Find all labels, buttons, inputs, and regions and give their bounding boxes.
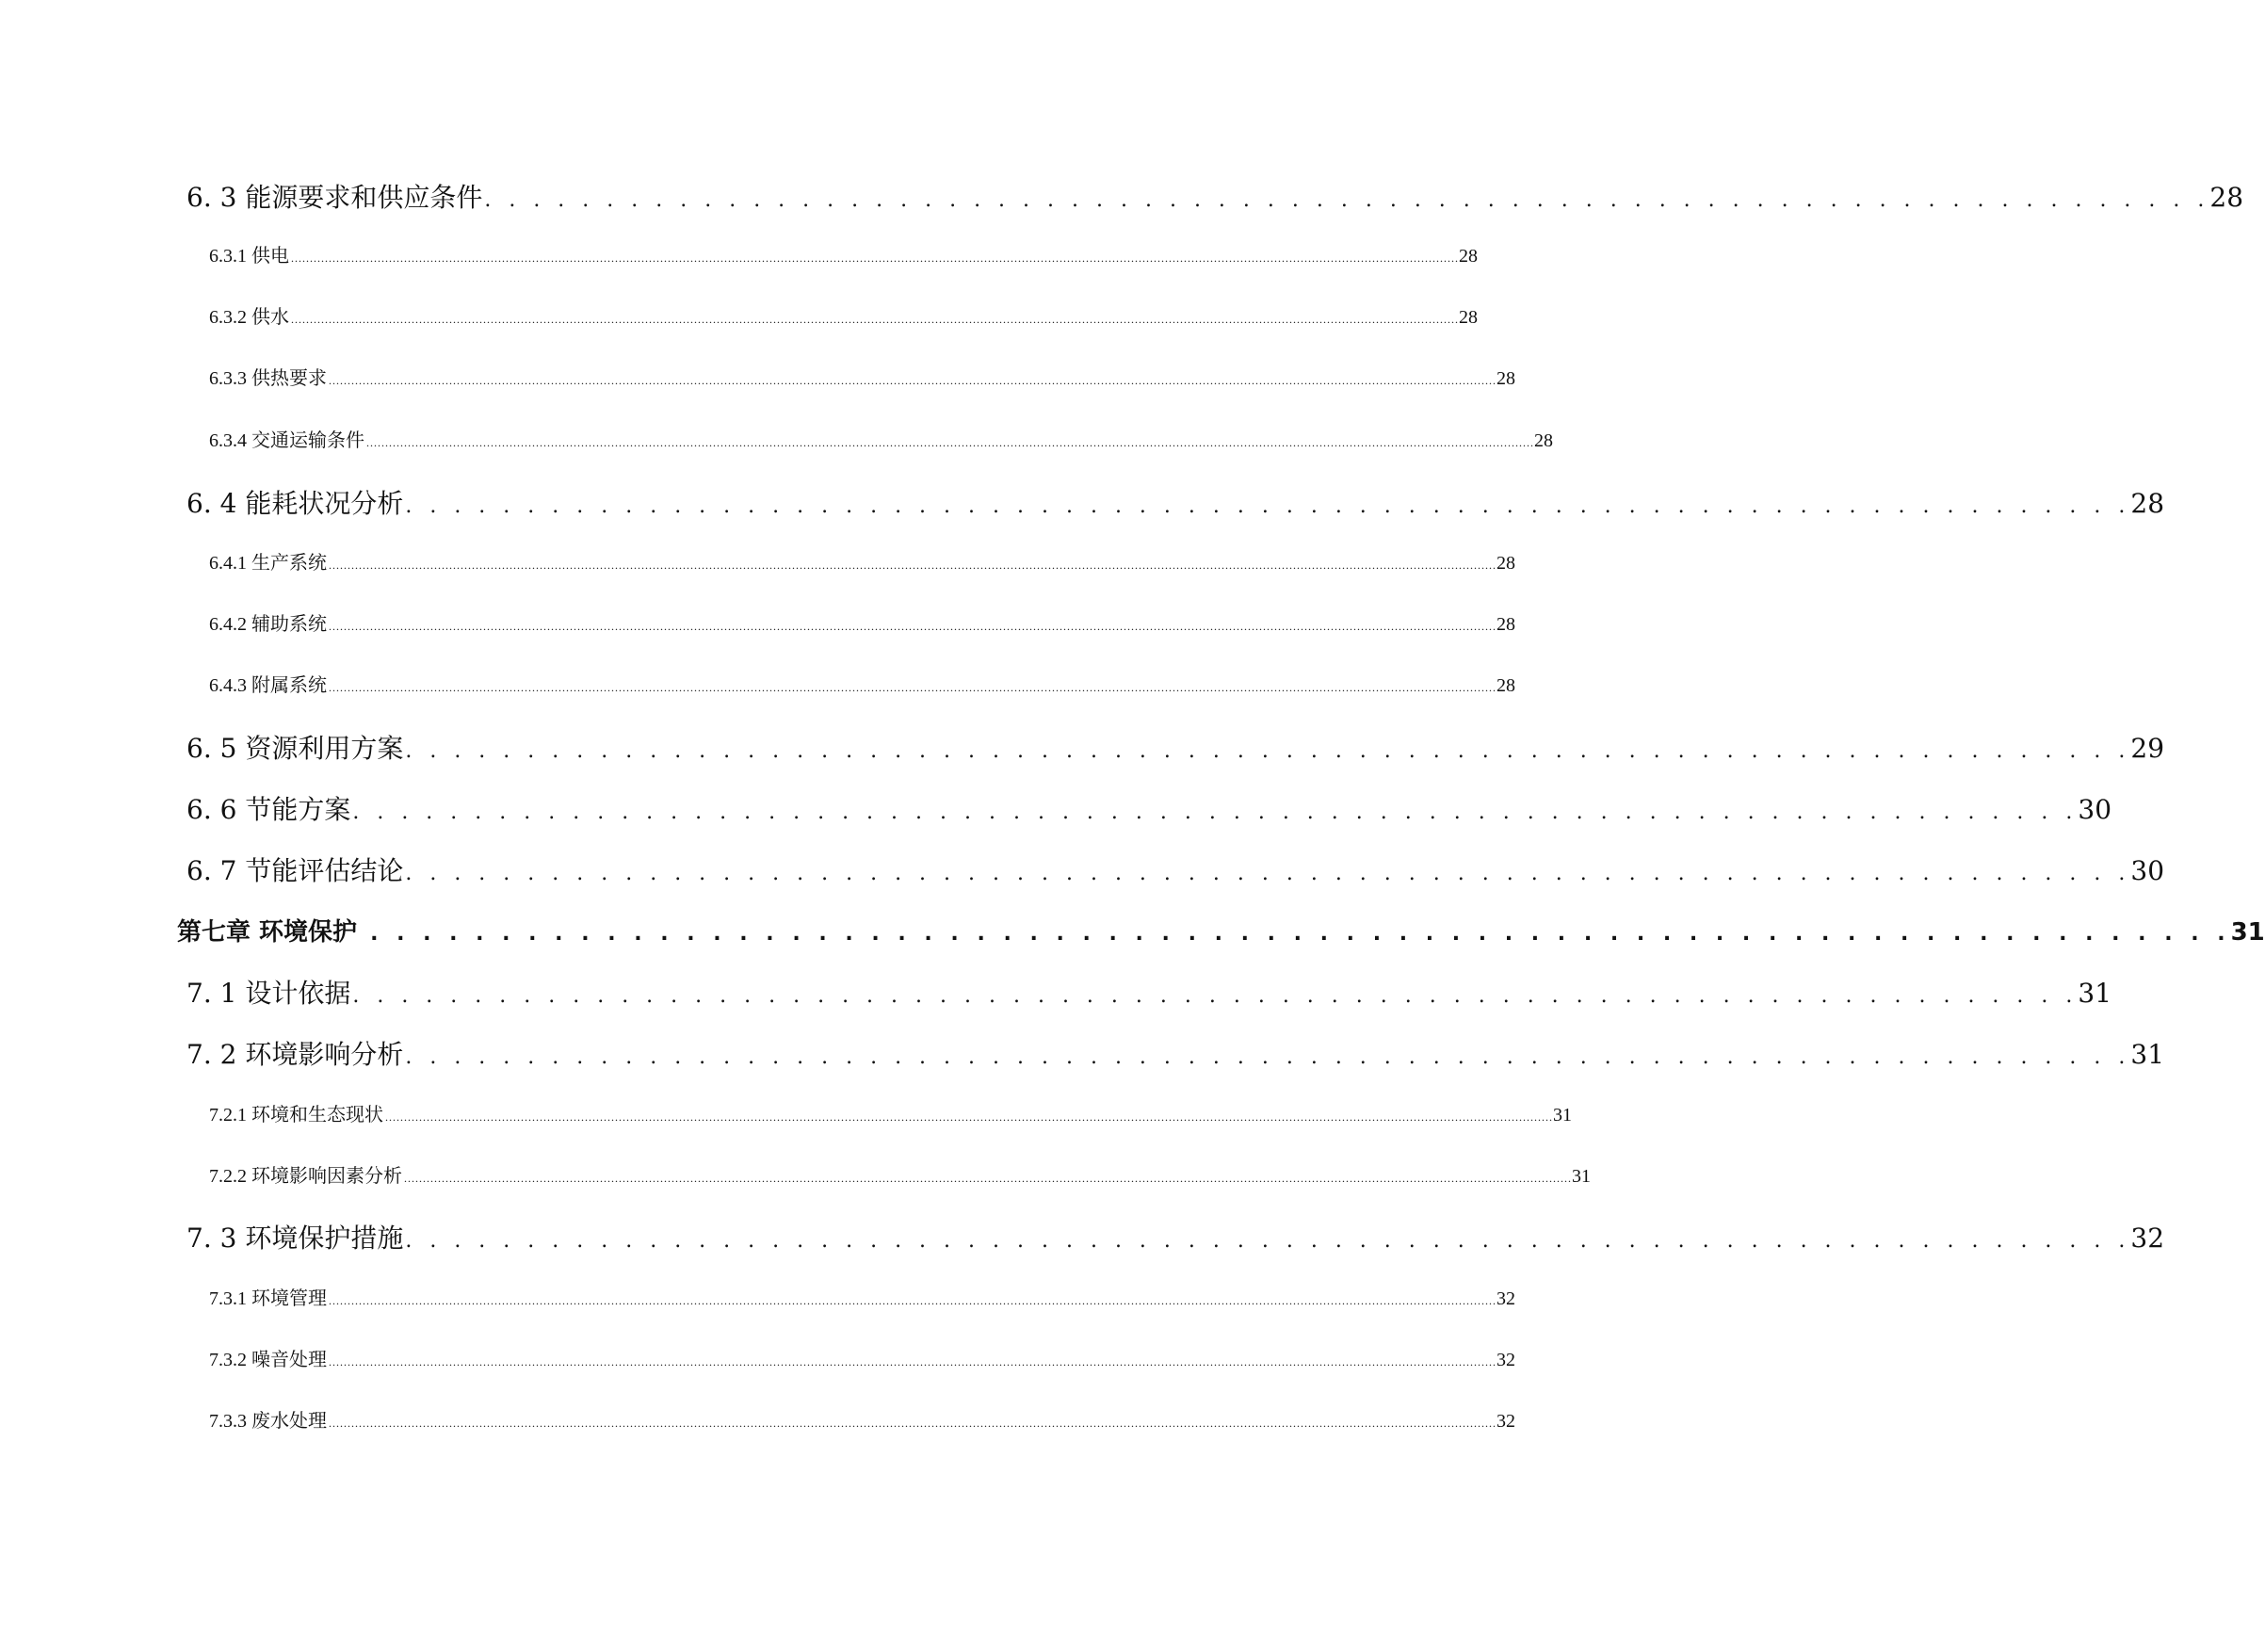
toc-leader: ...................................................................................................................................................................................................................................................................................................................... xyxy=(329,681,1497,694)
toc-page-number: 32 xyxy=(2130,1223,2165,1254)
toc-entry-title: 6. 3 能源要求和供应条件 xyxy=(186,182,483,213)
toc-leader: . . . . . . . . . . . . . . . . . . . . . . . . . . . . . . . . . . . . . . . . . . . . . . . . . . . . . . . . . . . . . . . . . . . . . . . xyxy=(405,494,2131,518)
toc-entry-title: 7.2.2 环境影响因素分析 xyxy=(209,1166,402,1187)
toc-entry-title: 7. 3 环境保护措施 xyxy=(186,1223,404,1254)
toc-leader: ...................................................................................................................................................................................................................................................................................................................... xyxy=(385,1110,1553,1124)
toc-entry-title: 6.4.2 辅助系统 xyxy=(209,614,327,635)
toc-page-number: 28 xyxy=(2130,488,2165,519)
toc-entry[interactable] xyxy=(186,487,2165,521)
toc-entry[interactable] xyxy=(209,550,1515,576)
toc-leader: ...................................................................................................................................................................................................................................................................................................................... xyxy=(329,1417,1497,1430)
toc-page-number: 31 xyxy=(1553,1105,1572,1126)
toc-entry[interactable] xyxy=(186,793,2112,827)
toc-entry[interactable] xyxy=(209,611,1515,638)
toc-leader: . . . . . . . . . . . . . . . . . . . . . . . . . . . . . . . . . . . . . . . . . . . . . . . . . . . . . . . . . . . . . . . . . . . . . . . xyxy=(352,801,2079,824)
toc-entry[interactable] xyxy=(209,365,1515,392)
toc-entry[interactable] xyxy=(209,672,1515,699)
toc-entry[interactable] xyxy=(186,732,2165,766)
toc-page-number: 28 xyxy=(1497,368,1515,389)
toc-leader: . . . . . . . . . . . . . . . . . . . . . . . . . . . . . . . . . . . . . . . . . . . . . . . . . . . . . . . . . . . . . . . . . . . . . . . xyxy=(484,188,2210,212)
toc-leader: . . . . . . . . . . . . . . . . . . . . . . . . . . . . . . . . . . . . . . . . . . . . . . . . . . . . . . . . . . . . . . . . . . . . . . . xyxy=(352,984,2079,1008)
toc-entry-title: 6. 6 节能方案 xyxy=(186,794,351,825)
toc-leader: . . . . . . . . . . . . . . . . . . . . . . . . . . . . . . . . . . . . . . . . . . . . . . . . . . . . . . . . . . . . . . . . . . . . . . . xyxy=(405,739,2131,763)
toc-page-number: 28 xyxy=(1497,553,1515,574)
toc-page-number: 30 xyxy=(2078,794,2112,825)
toc-leader: ...................................................................................................................................................................................................................................................................................................................... xyxy=(329,559,1497,572)
toc-chapter-title: 第七章 环境保护 xyxy=(177,918,358,947)
toc-entry-title: 6.4.1 生产系统 xyxy=(209,553,327,574)
toc-entry[interactable] xyxy=(209,1163,1591,1190)
toc-entry-title: 6. 4 能耗状况分析 xyxy=(186,488,404,519)
toc-page-number: 28 xyxy=(1459,307,1478,328)
toc-entry-title: 6.4.3 附属系统 xyxy=(209,675,327,696)
toc-page-number: 28 xyxy=(1497,614,1515,635)
toc-entry-title: 6. 7 节能评估结论 xyxy=(186,855,404,886)
toc-entry[interactable] xyxy=(209,1347,1515,1373)
toc-page-number: 28 xyxy=(2209,182,2244,213)
toc-entry-title: 6.3.3 供热要求 xyxy=(209,368,327,389)
toc-page-number: 32 xyxy=(1497,1288,1515,1309)
toc-leader: . . . . . . . . . . . . . . . . . . . . . . . . . . . . . . . . . . . . . . . . . . . . . . . . . . . . . . . . . . . . . . . . . . . . . . . xyxy=(370,922,2231,946)
toc-entry[interactable] xyxy=(209,1286,1515,1312)
toc-entry[interactable] xyxy=(186,1222,2165,1255)
toc-entry[interactable] xyxy=(209,428,1553,454)
toc-page-number: 32 xyxy=(1497,1411,1515,1432)
toc-entry[interactable] xyxy=(209,1102,1572,1128)
toc-leader: ...................................................................................................................................................................................................................................................................................................................... xyxy=(329,1355,1497,1369)
toc-page-number: 28 xyxy=(1459,246,1478,267)
toc-leader: . . . . . . . . . . . . . . . . . . . . . . . . . . . . . . . . . . . . . . . . . . . . . . . . . . . . . . . . . . . . . . . . . . . . . . . xyxy=(405,862,2131,885)
toc-leader: ...................................................................................................................................................................................................................................................................................................................... xyxy=(291,313,1459,326)
toc-page-number: 31 xyxy=(2078,978,2112,1009)
toc-leader: ...................................................................................................................................................................................................................................................................................................................... xyxy=(329,374,1497,387)
toc-entry[interactable] xyxy=(186,854,2165,888)
toc-entry[interactable] xyxy=(186,1038,2165,1072)
toc-leader: . . . . . . . . . . . . . . . . . . . . . . . . . . . . . . . . . . . . . . . . . . . . . . . . . . . . . . . . . . . . . . . . . . . . . . . xyxy=(405,1229,2131,1253)
toc-entry[interactable] xyxy=(186,181,2244,215)
toc-page-number: 28 xyxy=(1534,430,1553,451)
toc-entry[interactable] xyxy=(209,1408,1515,1434)
toc-leader: ...................................................................................................................................................................................................................................................................................................................... xyxy=(404,1172,1572,1185)
toc-chapter-entry[interactable] xyxy=(177,915,2265,949)
toc-entry-title: 7. 1 设计依据 xyxy=(186,978,351,1009)
toc-leader: ...................................................................................................................................................................................................................................................................................................................... xyxy=(291,251,1459,265)
toc-entry-title: 6.3.4 交通运输条件 xyxy=(209,430,364,451)
toc-leader: ...................................................................................................................................................................................................................................................................................................................... xyxy=(329,620,1497,633)
toc-entry-title: 6.3.1 供电 xyxy=(209,246,289,267)
toc-entry-title: 7.3.1 环境管理 xyxy=(209,1288,327,1309)
toc-entry-title: 7.3.2 噪音处理 xyxy=(209,1350,327,1370)
toc-page-number: 32 xyxy=(1497,1350,1515,1370)
toc-entry[interactable] xyxy=(209,243,1478,269)
toc-entry-title: 7. 2 环境影响分析 xyxy=(186,1039,404,1070)
toc-entry[interactable] xyxy=(186,977,2112,1011)
toc-page-number: 31 xyxy=(2130,1039,2165,1070)
toc-page-number: 31 xyxy=(2230,918,2265,947)
toc-entry-title: 7.3.3 废水处理 xyxy=(209,1411,327,1432)
toc-entry-title: 6. 5 资源利用方案 xyxy=(186,733,404,764)
toc-page-number: 31 xyxy=(1572,1166,1591,1187)
toc-entry-title: 7.2.1 环境和生态现状 xyxy=(209,1105,383,1126)
toc-entry[interactable] xyxy=(209,304,1478,331)
toc-page-number: 29 xyxy=(2130,733,2165,764)
toc-leader: ...................................................................................................................................................................................................................................................................................................................... xyxy=(366,436,1534,449)
toc-page-number: 30 xyxy=(2130,855,2165,886)
toc-leader: ...................................................................................................................................................................................................................................................................................................................... xyxy=(329,1294,1497,1307)
toc-leader: . . . . . . . . . . . . . . . . . . . . . . . . . . . . . . . . . . . . . . . . . . . . . . . . . . . . . . . . . . . . . . . . . . . . . . . xyxy=(405,1045,2131,1069)
toc-entry-title: 6.3.2 供水 xyxy=(209,307,289,328)
toc-page-number: 28 xyxy=(1497,675,1515,696)
